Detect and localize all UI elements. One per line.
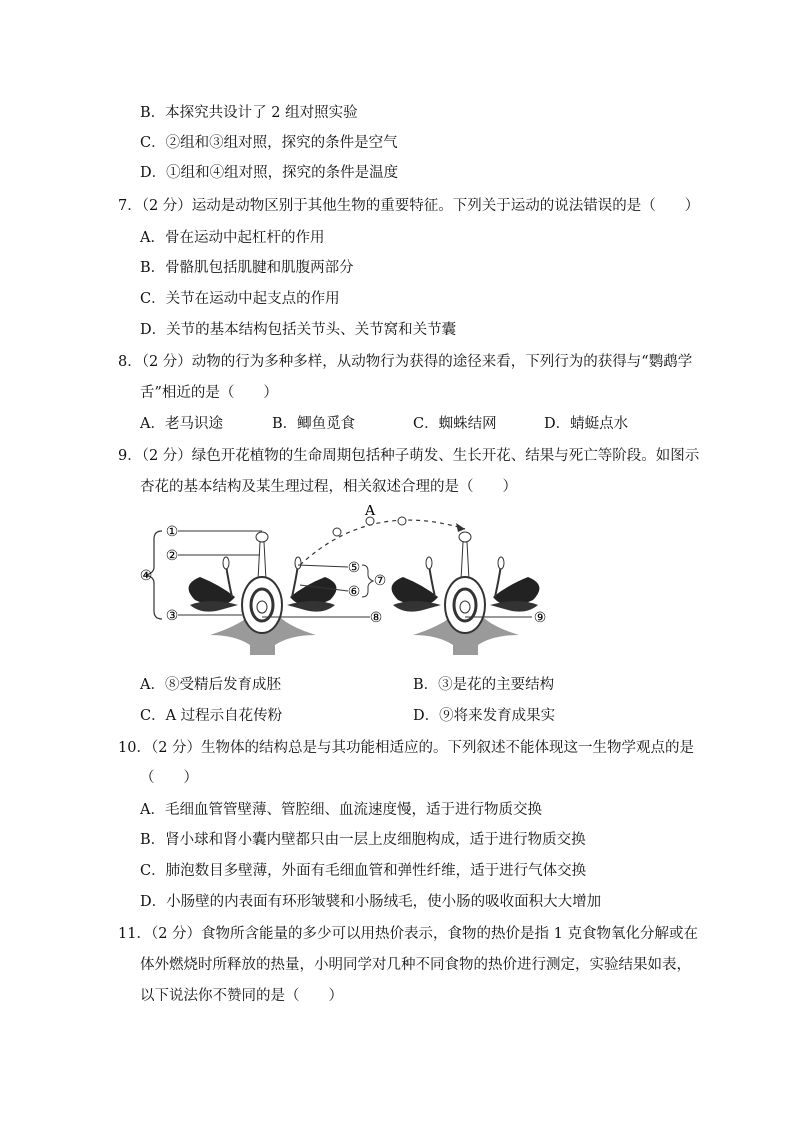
q11-stem-line2: 体外燃烧时所释放的热量，小明同学对几种不同食物的热价进行测定，实验结果如表， xyxy=(140,957,691,973)
label-8: ⑧ xyxy=(369,610,383,626)
q11-stem-line1: 11．（2 分）食物所含能量的多少可以用热价表示，食物的热价是指 1 克食物氧化分解或在 xyxy=(118,926,698,942)
label-5: ⑤ xyxy=(347,560,361,576)
q9-stem-line1: 9．（2 分）绿色开花植物的生命周期包括种子萌发、生长开花、结果与死亡等阶段。如图示 xyxy=(118,448,700,464)
q9-option-a: A．⑧受精后发育成胚 xyxy=(140,677,281,693)
q7-option-a: A．骨在运动中起杠杆的作用 xyxy=(140,230,325,246)
q8-option-d: D．蜻蜓点水 xyxy=(544,416,629,432)
pollination-arrow xyxy=(300,520,465,565)
label-1: ① xyxy=(165,524,179,540)
q7-stem: 7．（2 分）运动是动物区别于其他生物的重要特征。下列关于运动的说法错误的是（ ） xyxy=(118,198,700,214)
right-flower xyxy=(392,532,540,655)
q6-option-c: C．②组和③组对照，探究的条件是空气 xyxy=(140,135,398,151)
q9-option-b: B．③是花的主要结构 xyxy=(413,677,555,693)
q8-option-b: B．鲫鱼觅食 xyxy=(272,416,356,432)
q8-option-c: C．蜘蛛结网 xyxy=(413,416,497,432)
q8-option-a: A．老马识途 xyxy=(140,416,223,432)
q10-option-b: B．肾小球和肾小囊内壁都只由一层上皮细胞构成，适于进行物质交换 xyxy=(140,832,586,848)
q10-option-c: C．肺泡数目多壁薄，外面有毛细血管和弹性纤维，适于进行气体交换 xyxy=(140,863,587,879)
q7-option-c: C．关节在运动中起支点的作用 xyxy=(140,291,340,307)
label-9: ⑨ xyxy=(533,610,547,626)
q11-stem-line3: 以下说法你不赞同的是（ ） xyxy=(140,988,343,1004)
q10-stem-line1: 10．（2 分）生物体的结构总是与其功能相适应的。下列叙述不能体现这一生物学观点的是 xyxy=(118,740,695,756)
q8-stem-line1: 8．（2 分）动物的行为多种多样，从动物行为获得的途径来看，下列行为的获得与“鹦鹉学 xyxy=(118,354,693,370)
q9-stem-line2: 杏花的基本结构及某生理过程，相关叙述合理的是（ ） xyxy=(140,479,517,495)
label-4: ④ xyxy=(140,568,153,584)
q9-option-c: C．A 过程示自花传粉 xyxy=(140,708,283,724)
q7-option-d: D．关节的基本结构包括关节头、关节窝和关节囊 xyxy=(140,322,457,338)
left-flower xyxy=(189,532,337,655)
flower-structure-diagram xyxy=(140,505,560,665)
label-3: ③ xyxy=(165,608,179,624)
q6-option-d: D．①组和④组对照，探究的条件是温度 xyxy=(140,165,399,181)
q10-stem-line2: （ ） xyxy=(140,770,198,786)
q10-option-a: A．毛细血管管壁薄、管腔细、血流速度慢，适于进行物质交换 xyxy=(140,802,542,818)
q9-option-d: D．⑨将来发育成果实 xyxy=(413,708,556,724)
q8-stem-line2: 舌”相近的是（ ） xyxy=(140,385,278,401)
q10-option-d: D．小肠壁的内表面有环形皱襞和小肠绒毛，使小肠的吸收面积大大增加 xyxy=(140,894,602,910)
label-7: ⑦ xyxy=(373,573,387,589)
label-6: ⑥ xyxy=(347,584,361,600)
q7-option-b: B．骨骼肌包括肌腱和肌腹两部分 xyxy=(140,260,354,276)
label-2: ② xyxy=(165,548,179,564)
label-a: A xyxy=(364,505,376,519)
q6-option-b: B．本探究共设计了 2 组对照实验 xyxy=(140,105,358,121)
